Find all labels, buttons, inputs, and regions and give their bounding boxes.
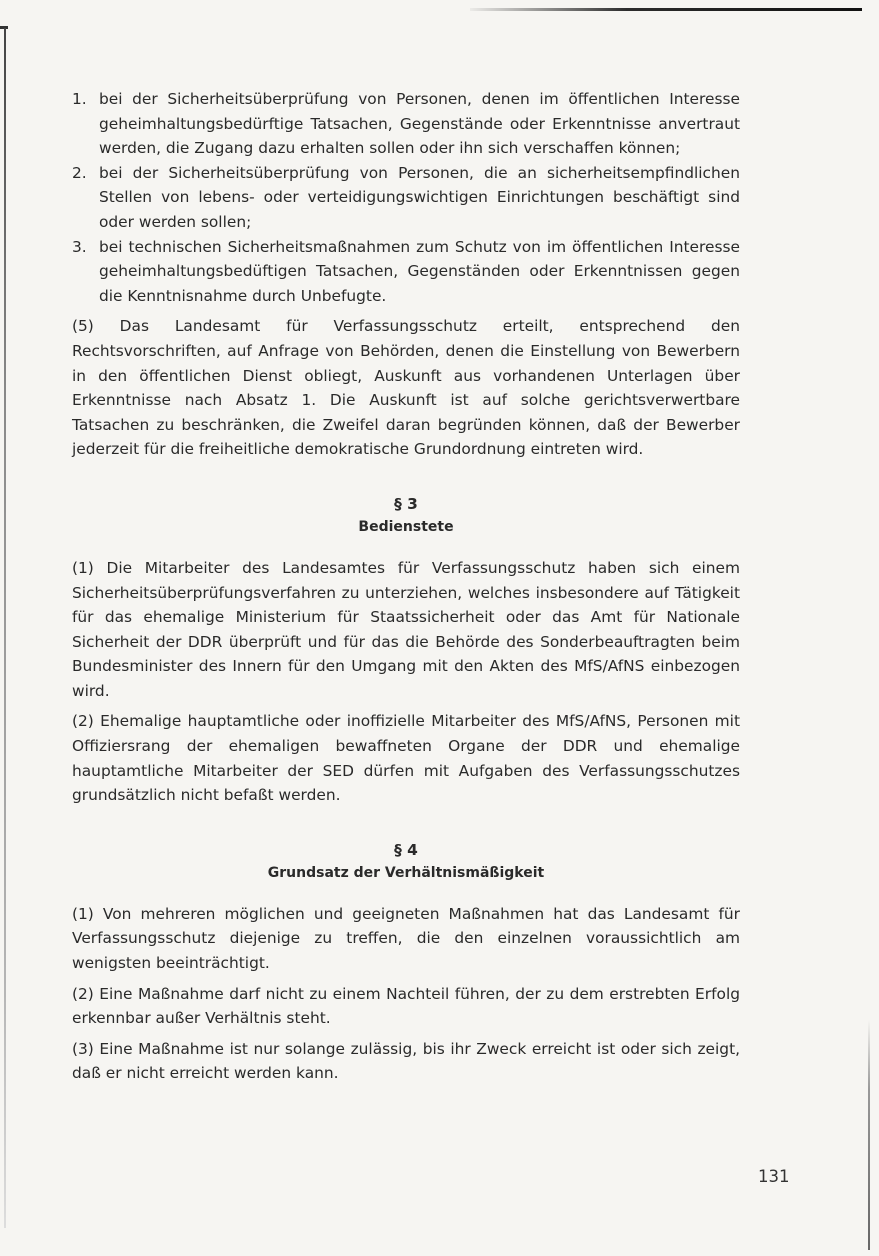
list-item-number: 1.: [72, 90, 87, 108]
document-body: [72, 87, 740, 1086]
section-4-paragraph-2: (2) Eine Maßnahme darf nicht zu einem Nachteil führen, der zu dem erstrebten Erfolg erkennbar außer Verhältnis steht.: [72, 984, 740, 1028]
section-3-paragraph-1: (1) Die Mitarbeiter des Landesamtes für Verfassungsschutz haben sich einem Sicherheitsüberprüfungsverfahren zu unterziehen, welches insbesondere auf Tätigkeit für das ehemalige Ministerium für Staatssicherheit oder das Amt für Nationale Sicherheit der DDR überprüft und für das die Behörde des Sonderbeauftragten beim Bundesminister des Innern für den Umgang mit den Akten des MfS/AfNS einbezogen wird.: [72, 558, 740, 700]
list-item: [72, 161, 740, 235]
section-3-heading: [72, 492, 740, 538]
list-item: [72, 235, 740, 309]
section-4-paragraph-3: (3) Eine Maßnahme ist nur solange zulässig, bis ihr Zweck erreicht ist oder sich zeigt, daß er nicht erreicht werden kann.: [72, 1039, 740, 1083]
list-item-text: bei technischen Sicherheitsmaßnahmen zum Schutz von im öffentlichen Interesse geheimhaltungsbedüftigen Tatsachen, Gegenständen oder Erkenntnissen gegen die Kenntnisnahme durch Unbefugte.: [99, 237, 740, 305]
scan-edge-left: [4, 28, 6, 1228]
section-title: Bedienstete: [358, 518, 454, 535]
scan-edge-right: [868, 1020, 870, 1250]
section-number: § 4: [394, 840, 418, 859]
section-3-paragraph-2: (2) Ehemalige hauptamtliche oder inoffizielle Mitarbeiter des MfS/AfNS, Personen mit Offiziersrang der ehemaligen bewaffneten Organe der DDR und ehemalige hauptamtliche Mitarbeiter der SED dürfen mit Aufgaben des Verfassungsschutzes grundsätzlich nicht befaßt werden.: [72, 712, 740, 805]
section-4-heading: [72, 838, 740, 884]
list-item-text: bei der Sicherheitsüberprüfung von Personen, denen im öffentlichen Interesse geheimhaltungsbedürftige Tatsachen, Gegenstände oder Erkenntnisse anvertraut werden, die Zugang dazu erhalten sollen oder ihn sich verschaffen können;: [99, 90, 740, 158]
scan-edge-top: [470, 8, 862, 11]
section-title: Grundsatz der Verhältnismäßigkeit: [267, 864, 545, 881]
section-number: § 3: [394, 494, 418, 513]
list-item: [72, 87, 740, 161]
list-item-text: bei der Sicherheitsüberprüfung von Personen, die an sicherheitsempfindlichen Stellen von lebens- oder verteidigungswichtigen Einrichtungen beschäftigt sind oder werden sollen;: [99, 163, 740, 231]
intro-list: [72, 87, 740, 308]
paragraph-5: (5) Das Landesamt für Verfassungsschutz erteilt, entsprechend den Rechtsvorschriften, auf Anfrage von Behörden, denen die Einstellung von Bewerbern in den öffentlichen Dienst obliegt, Auskunft aus vorhandenen Unterlagen über Erkenntnisse nach Absatz 1. Die Auskunft ist auf solche gerichtsverwertbare Tatsachen zu beschränken, die Zweifel daran begründen können, daß der Bewerber jederzeit für die freiheitliche demokratische Grundordnung eintreten wird.: [72, 317, 740, 459]
list-item-number: 3.: [72, 237, 87, 256]
page-number: 131: [758, 1167, 790, 1186]
section-4-paragraph-1: (1) Von mehreren möglichen und geeigneten Maßnahmen hat das Landesamt für Verfassungsschutz diejenige zu treffen, die den einzelnen voraussichtlich am wenigsten beeinträchtigt.: [72, 904, 740, 973]
list-item-number: 2.: [72, 163, 87, 182]
